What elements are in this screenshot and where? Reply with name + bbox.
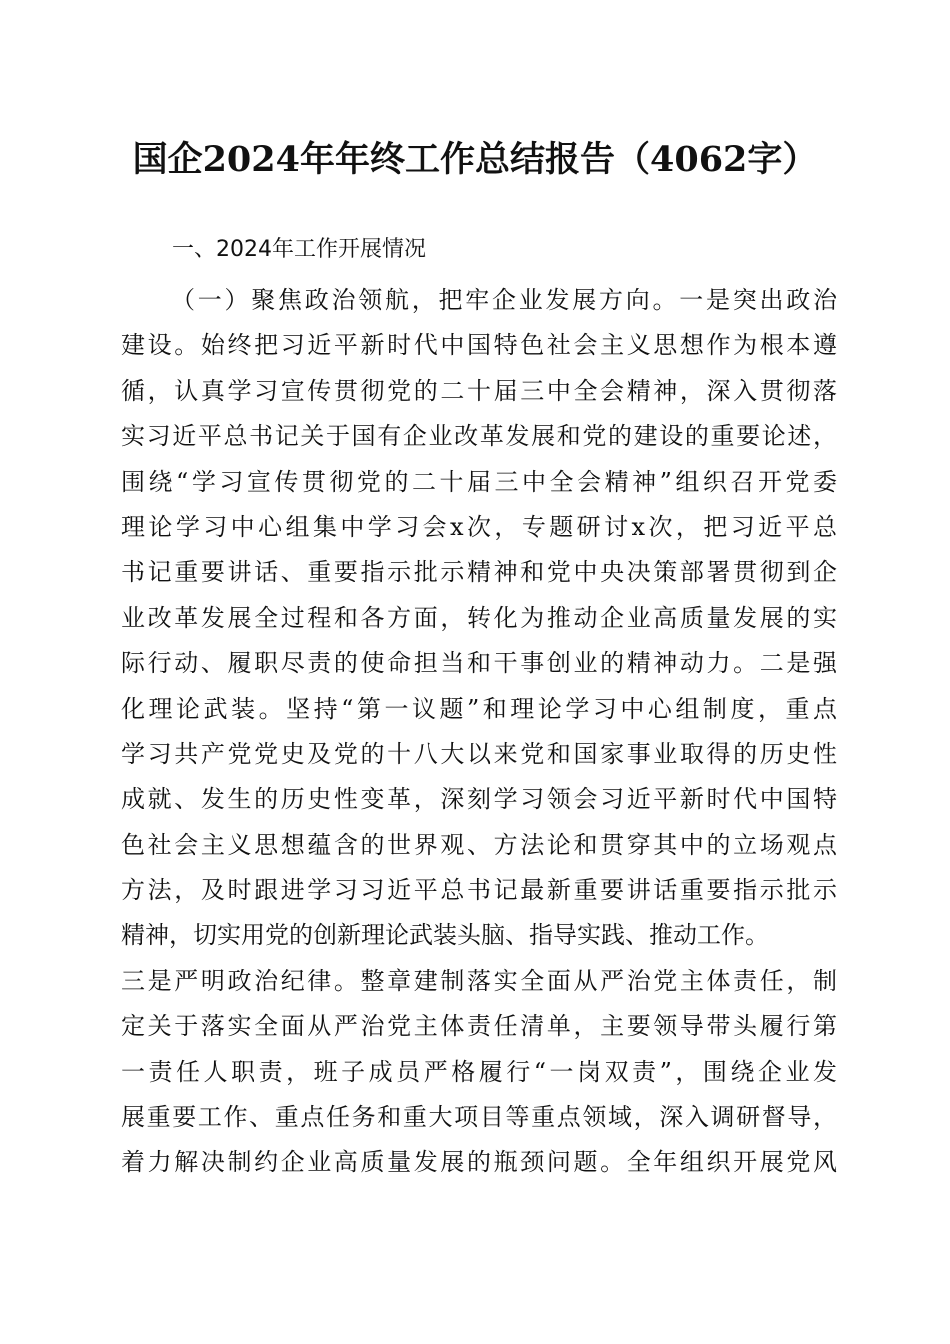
body-line: 际行动、履职尽责的使命担当和干事创业的精神动力。二是强: [121, 649, 837, 678]
body-line: 着力解决制约企业高质量发展的瓶颈问题。全年组织开展党风: [121, 1148, 837, 1177]
body-line: 化理论武装。坚持“第一议题”和理论学习中心组制度，重点: [121, 694, 837, 723]
body-line: 业改革发展全过程和各方面，转化为推动企业高质量发展的实: [121, 603, 837, 632]
body-line: 书记重要讲话、重要指示批示精神和党中央决策部署贯彻到企: [121, 558, 837, 587]
section-heading: 一、2024年工作开展情况: [172, 237, 426, 262]
body-line: 方法，及时跟进学习习近平总书记最新重要讲话重要指示批示: [121, 876, 837, 905]
body-line: 三是严明政治纪律。整章建制落实全面从严治党主体责任，制: [121, 966, 837, 995]
body-line: 学习共产党党史及党的十八大以来党和国家事业取得的历史性: [121, 739, 837, 768]
body-line: 定关于落实全面从严治党主体责任清单，主要领导带头履行第: [121, 1012, 837, 1041]
document-title: 国企2024年年终工作总结报告（4062字）: [132, 139, 818, 180]
body-line: 实习近平总书记关于国有企业改革发展和党的建设的重要论述，: [121, 422, 837, 451]
body-line: （一）聚焦政治领航，把牢企业发展方向。一是突出政治: [171, 286, 837, 314]
body-line: 成就、发生的历史性变革，深刻学习领会习近平新时代中国特: [121, 785, 837, 814]
body-line: 围绕“学习宣传贯彻党的二十届三中全会精神”组织召开党委: [121, 467, 837, 496]
body-line: 循，认真学习宣传贯彻党的二十届三中全会精神，深入贯彻落: [121, 376, 837, 405]
body-line: 一责任人职责，班子成员严格履行“一岗双责”，围绕企业发: [121, 1057, 837, 1086]
body-text: [121, 278, 837, 1186]
body-line: 展重要工作、重点任务和重大项目等重点领域，深入调研督导，: [121, 1103, 837, 1132]
body-line: 建设。始终把习近平新时代中国特色社会主义思想作为根本遵: [121, 331, 837, 360]
body-line: 精神，切实用党的创新理论武装头脑、指导实践、推动工作。: [121, 921, 769, 950]
body-line: 理论学习中心组集中学习会x次，专题研讨x次，把习近平总: [121, 512, 837, 541]
body-line: 色社会主义思想蕴含的世界观、方法论和贯穿其中的立场观点: [121, 830, 837, 859]
